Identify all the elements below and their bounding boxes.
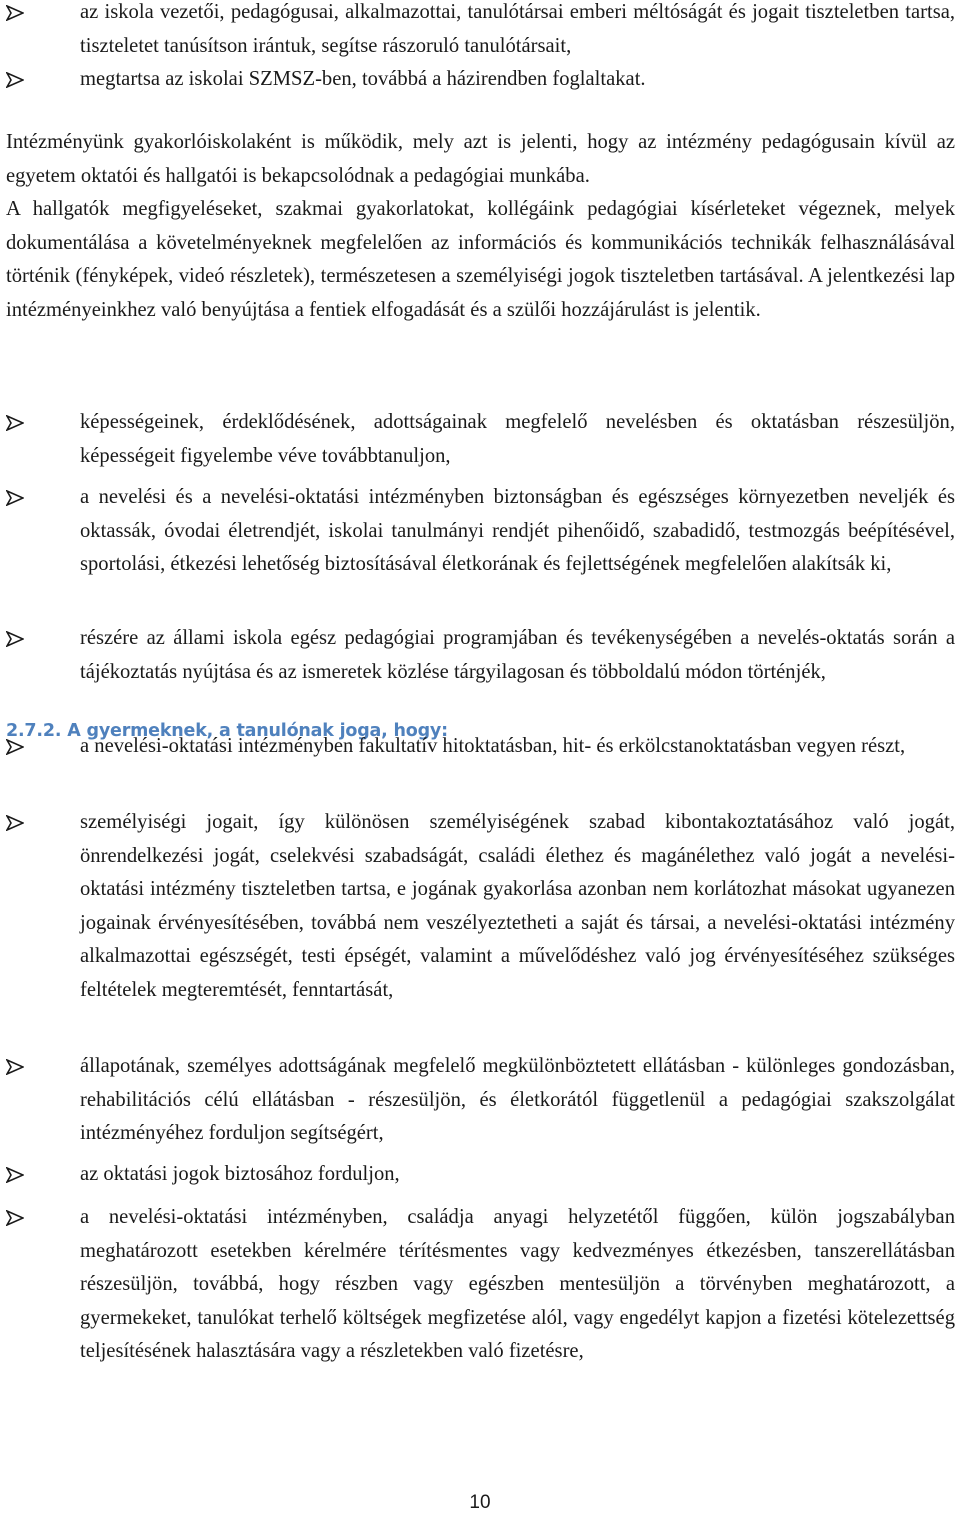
list-item (6, 1201, 955, 1369)
list-item-text: képességeinek, érdeklődésének, adottságainak megfelelő nevelésben és oktatásban részesüljön, képességeit figyelembe véve továbbtanuljon, (80, 411, 955, 467)
arrowhead-bullet-icon (6, 415, 24, 431)
list-item-text: a nevelési és a nevelési-oktatási intézményben biztonságban és egészséges környezetben neveljék és oktassák, óvodai életrendjét, iskolai tanulmányi rendjét pihenőidő, szabadidő, testmozgás beépítésével, sportolási, étkezési lehetőség biztosításával életkorának és fejlettségének megfelelően alakítsák ki, (80, 486, 955, 576)
list-item (6, 406, 955, 473)
arrowhead-bullet-icon (6, 5, 24, 21)
students-observation-paragraph: A hallgatók megfigyeléseket, szakmai gyakorlatokat, kollégáink pedagógiai kísérleteket végeznek, melyek dokumentálása a követelményeknek megfelelően az információs és kommunikációs technikák felhasználásával történik (fényképek, videó részletek), természetesen a személyiségi jogok tiszteletben tartásával. A jelentkezési lap intézményeinkhez való benyújtása a fentiek elfogadását és a szülői hozzájárulást is jelentik. (6, 198, 955, 321)
arrowhead-bullet-icon (6, 1167, 24, 1183)
arrowhead-bullet-icon (6, 490, 24, 506)
list-item (6, 0, 955, 63)
section-number: 2.7.2. (6, 721, 62, 741)
list-item-text: megtartsa az iskolai SZMSZ-ben, továbbá a házirendben foglaltakat. (80, 68, 646, 91)
list-item-text: személyiségi jogait, így különösen személyiségének szabad kibontakoztatásához való jogát, önrendelkezési jogát, cselekvési szabadságát, családi élethez és magánélethez való jogát a nevelési-oktatási intézmény tiszteletben tartsa, e jogának gyakorlása azonban nem korlátozhat másokat ugyanezen jogainak érvényesítésében, továbbá nem veszélyeztetheti a saját és társai, a nevelési-oktatási intézmény alkalmazottai egészségét, testi épségét, valamint a művelődéshez való jog érvényesítéséhez szükséges feltételek megteremtését, fenntartását, (80, 811, 955, 1001)
arrowhead-bullet-icon (6, 1059, 24, 1075)
section-title: A gyermeknek, a tanulónak joga, hogy: (67, 721, 448, 741)
page-number: 10 (469, 1492, 491, 1513)
list-item (6, 481, 955, 582)
list-item-text: állapotának, személyes adottságának megfelelő megkülönböztetett ellátásban - különleges gondozásban, rehabilitációs célú ellátásban - részesüljön, és életkorától függetlenül a pedagógiai szakszolgálat intézményéhez forduljon segítségért, (80, 1055, 955, 1145)
arrowhead-bullet-icon (6, 631, 24, 647)
arrowhead-bullet-icon (6, 1210, 24, 1226)
list-item (6, 1158, 955, 1192)
list-item-text: a nevelési-oktatási intézményben fakultatív hitoktatásban, hit- és erkölcstanoktatásban vegyen részt, (80, 735, 906, 757)
list-item-text: részére az állami iskola egész pedagógiai programjában és tevékenységében a nevelés-oktatás során a tájékoztatás nyújtása és az ismeretek közlése tárgyilagosan és többoldalú módon történjék, (80, 627, 955, 683)
list-item-text: a nevelési-oktatási intézményben, családja anyagi helyzetétől függően, külön jogszabályban meghatározott esetekben kérelmére térítésmentes vagy kedvezményes étkezésben, tanszerellátásban részesüljön, továbbá, hogy részben vagy egészben mentesüljön a törvényben meghatározott, a gyermekeket, tanulókat terhelő költségek megfizetése alól, vagy engedélyt kapjon a fizetési kötelezettség teljesítésének halasztására vagy a részletekben való fizetésre, (80, 1206, 955, 1363)
list-item (6, 730, 955, 764)
list-item (6, 806, 955, 1008)
list-item-text: az oktatási jogok biztosához forduljon, (80, 1163, 400, 1185)
obligations-list (6, 0, 955, 97)
list-item-text: az iskola vezetői, pedagógusai, alkalmazottai, tanulótársai emberi méltóságát és jogait tiszteletben tartsa, tiszteletet tanúsítson irántuk, segítse rászoruló tanulótársait, (80, 1, 955, 57)
arrowhead-bullet-icon (6, 815, 24, 831)
arrowhead-bullet-icon (6, 739, 24, 755)
list-item (6, 1050, 955, 1151)
training-school-paragraph: Intézményünk gyakorlóiskolaként is működik, mely azt is jelenti, hogy az intézmény pedagógusain kívül az egyetem oktatói és hallgatói is bekapcsolódnak a pedagógiai munkába. (6, 131, 955, 187)
list-item (6, 63, 955, 97)
list-item (6, 622, 955, 689)
arrowhead-bullet-icon (6, 72, 24, 88)
